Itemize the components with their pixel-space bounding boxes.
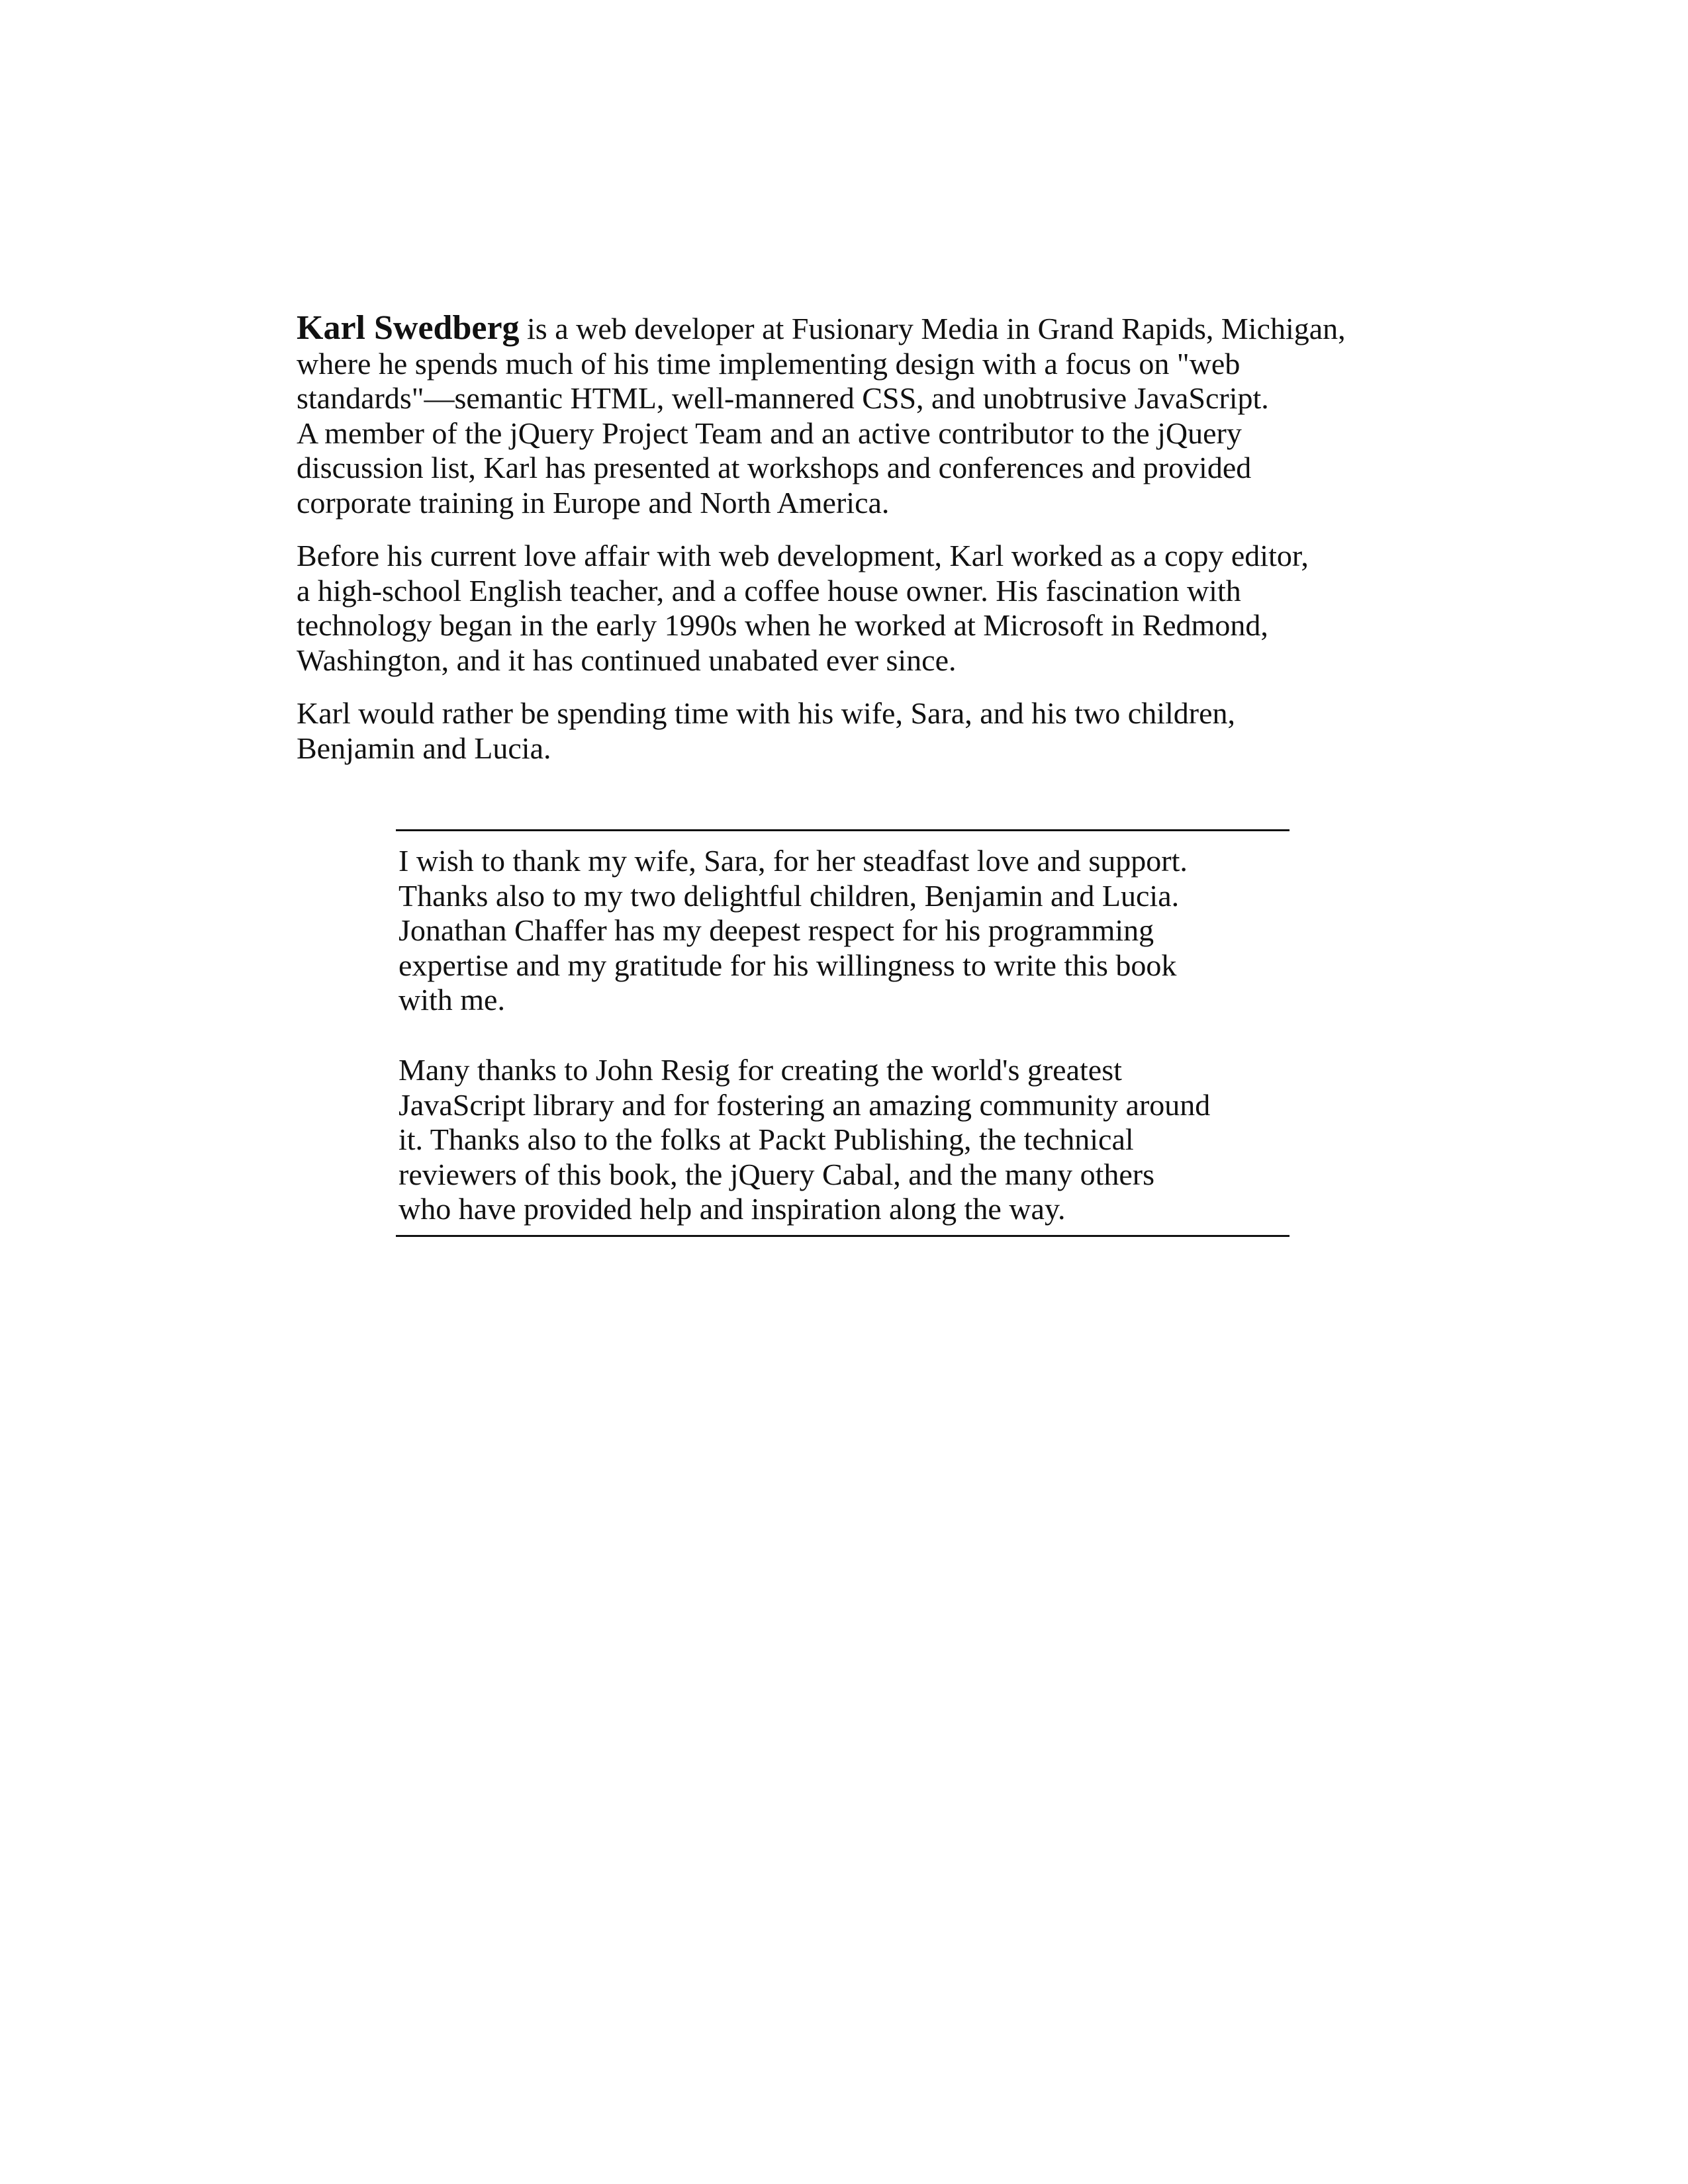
text-line: it. Thanks also to the folks at Packt Publishing, the technical bbox=[399, 1122, 1134, 1156]
text-line: Before his current love affair with web development, Karl worked as a copy editor, bbox=[297, 539, 1309, 572]
text-line: JavaScript library and for fostering an amazing community around bbox=[399, 1087, 1211, 1122]
text-line: Karl Swedberg is a web developer at Fusionary Media in Grand Rapids, Michigan, bbox=[297, 309, 1346, 347]
text-line: A member of the jQuery Project Team and an active contributor to the jQuery bbox=[297, 416, 1242, 450]
acknowledgements-box bbox=[396, 829, 1289, 1237]
text-line: a high-school English teacher, and a coffee house owner. His fascination with bbox=[297, 573, 1241, 608]
acknowledgements-paragraph-1 bbox=[399, 844, 1188, 1018]
text-line: expertise and my gratitude for his willingness to write this book bbox=[399, 948, 1177, 982]
text-line: corporate training in Europe and North America. bbox=[297, 485, 890, 520]
text-line: Thanks also to my two delightful children, Benjamin and Lucia. bbox=[399, 878, 1180, 913]
text-line: Washington, and it has continued unabated ever since. bbox=[297, 643, 957, 677]
text-line: Karl would rather be spending time with his wife, Sara, and his two children, bbox=[297, 696, 1236, 730]
text-line: Many thanks to John Resig for creating the world's greatest bbox=[399, 1053, 1122, 1087]
acknowledgements-paragraph-2 bbox=[399, 1053, 1210, 1227]
author-bio bbox=[297, 311, 1409, 784]
bio-paragraph-3 bbox=[297, 696, 1409, 766]
text-line: reviewers of this book, the jQuery Cabal, and the many others bbox=[399, 1157, 1155, 1191]
text-line: Benjamin and Lucia. bbox=[297, 731, 551, 765]
bio-paragraph-2 bbox=[297, 539, 1409, 678]
text-line: standards"—semantic HTML, well-mannered CSS, and unobtrusive JavaScript. bbox=[297, 381, 1269, 415]
text-line: discussion list, Karl has presented at workshops and conferences and provided bbox=[297, 451, 1252, 484]
text-line: Jonathan Chaffer has my deepest respect for his programming bbox=[399, 913, 1154, 947]
bio-paragraph-1 bbox=[297, 311, 1409, 520]
text-line: I wish to thank my wife, Sara, for her steadfast love and support. bbox=[399, 844, 1188, 878]
text-line: where he spends much of his time implementing design with a focus on "web bbox=[297, 346, 1241, 381]
author-name: Karl Swedberg bbox=[297, 309, 520, 347]
text-line: with me. bbox=[399, 983, 505, 1017]
text-line: technology began in the early 1990s when he worked at Microsoft in Redmond, bbox=[297, 608, 1268, 642]
text-line: who have provided help and inspiration along the way. bbox=[399, 1192, 1066, 1226]
